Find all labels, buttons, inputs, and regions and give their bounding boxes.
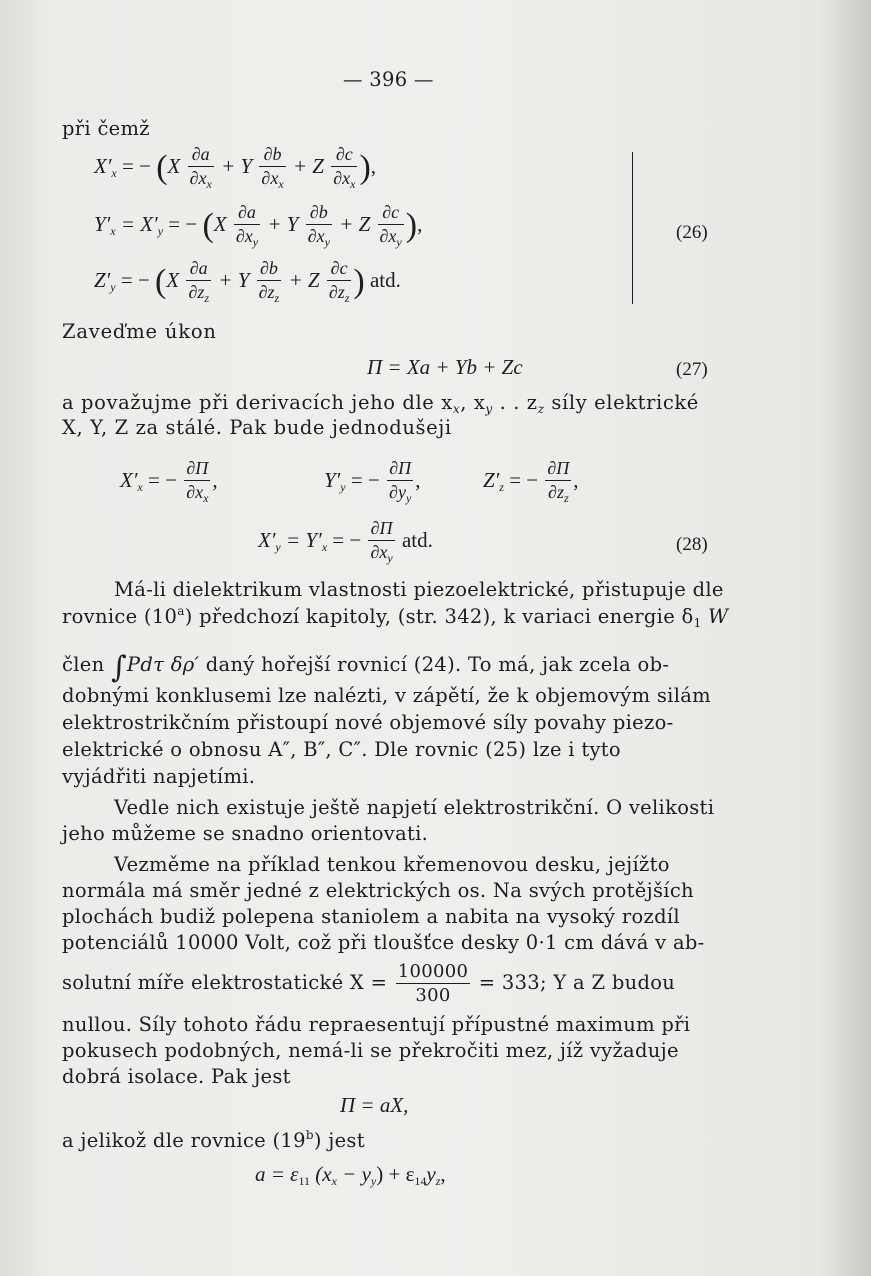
eq26-number: (26) [676, 222, 708, 243]
p1-line5: elektrostrikčním přistoupí nové objemové síly povahy piezo- [62, 711, 674, 734]
eq26-brace [632, 152, 636, 304]
eq28-a: $X'_x$ = − $\frac{\partial\Pi}{\partial x_x}$ , [120, 458, 218, 505]
p3-line6: nullou. Síly tohoto řádu repraesentují přípustné maximum při [62, 1013, 691, 1036]
eq28-d: $X'_y = Y'_x$ = − $\frac{\partial\Pi}{\partial x_y}$ atd. [258, 518, 433, 565]
p3-line2: normála má směr jedné z elektrických os. Na svých protějších [62, 879, 694, 902]
page-number: — 396 — [343, 68, 434, 91]
p3-line3: plochách budiž polepena staniolem a nabita na vysoký rozdíl [62, 905, 680, 928]
p4-line: a jelikož dle rovnice (19$^b$) jest [62, 1128, 365, 1152]
p2-line1: Vedle nich existuje ještě napjetí elektrostrikční. O velikosti [114, 796, 715, 819]
p1-line3: člen ∫Pdτ δρ′ daný hořejší rovnicí (24). To má, jak zcela ob- [62, 650, 670, 685]
p3-line1: Vezměme na příklad tenkou křemenovou desku, jejížto [114, 853, 670, 876]
para-a-line1: a považujme při derivacích jeho dle $x_x$, $x_y$ . . $z_z$ síly elektrické [62, 391, 699, 416]
intro-text: při čemž [62, 117, 150, 140]
p3-line7: pokusech podobných, nemá-li se překročiti mez, jíž vyžaduje [62, 1039, 679, 1062]
p1-line4: dobnými konklusemi lze nalézti, v zápětí, že k objemovým silám [62, 684, 711, 707]
eq28-b: $Y'_y$ = − $\frac{\partial\Pi}{\partial y_y}$ , [324, 458, 421, 505]
p2-line2: jeho můžeme se snadno orientovati. [62, 822, 429, 845]
eq27: Π = Xa + Yb + Zc [367, 355, 523, 379]
p3-line8: dobrá isolace. Pak jest [62, 1065, 291, 1088]
eq26-line1: $X'_x$ = − (X $\frac{\partial a}{\partial x_x}$ + Y $\frac{\partial b}{\partial x_x}$ + Z $\frac{\partial c}{\partial x_x}$ ), [94, 144, 377, 191]
para-a-line2: X, Y, Z za stálé. Pak bude jednodušeji [62, 416, 452, 439]
eq-last: $a = \varepsilon_{11}$ $(x_x - y_y) + \varepsilon_{14}y_z$, [255, 1162, 446, 1188]
eq-pi: Π = aX, [340, 1093, 409, 1117]
eq28-number: (28) [676, 534, 708, 555]
zavedme-text: Zaveďme úkon [62, 320, 217, 343]
p3-line5: solutní míře elektrostatické X = $\frac{100000}{300}$ = 333; Y a Z budou [62, 961, 676, 1006]
p3-line4: potenciálů 10000 Volt, což při tloušťce desky 0·1 cm dává v ab- [62, 931, 705, 954]
p1-line7: vyjádřiti napjetími. [62, 765, 256, 788]
p1-line2: rovnice (10$^a$) předchozí kapitoly, (str. 342), k variaci energie $\delta_1$ W [62, 604, 729, 630]
p1-line6: elektrické o obnosu A″, B″, C″. Dle rovnic (25) lze i tyto [62, 738, 621, 761]
eq27-number: (27) [676, 359, 708, 380]
eq28-c: $Z'_z$ = − $\frac{\partial\Pi}{\partial z_z}$ , [483, 458, 579, 505]
p1-line1: Má-li dielektrikum vlastnosti piezoelektrické, přistupuje dle [114, 578, 724, 601]
eq26-line2: $Y'_x = X'_y$ = − (X $\frac{\partial a}{\partial x_y}$ + Y $\frac{\partial b}{\partial x_y}$ + Z $\frac{\partial c}{\partial x_y}$ ), [94, 202, 423, 249]
eq26-line3: $Z'_y$ = − (X $\frac{\partial a}{\partial z_z}$ + Y $\frac{\partial b}{\partial z_z}$ + Z $\frac{\partial c}{\partial z_z}$ ) atd. [94, 258, 401, 305]
